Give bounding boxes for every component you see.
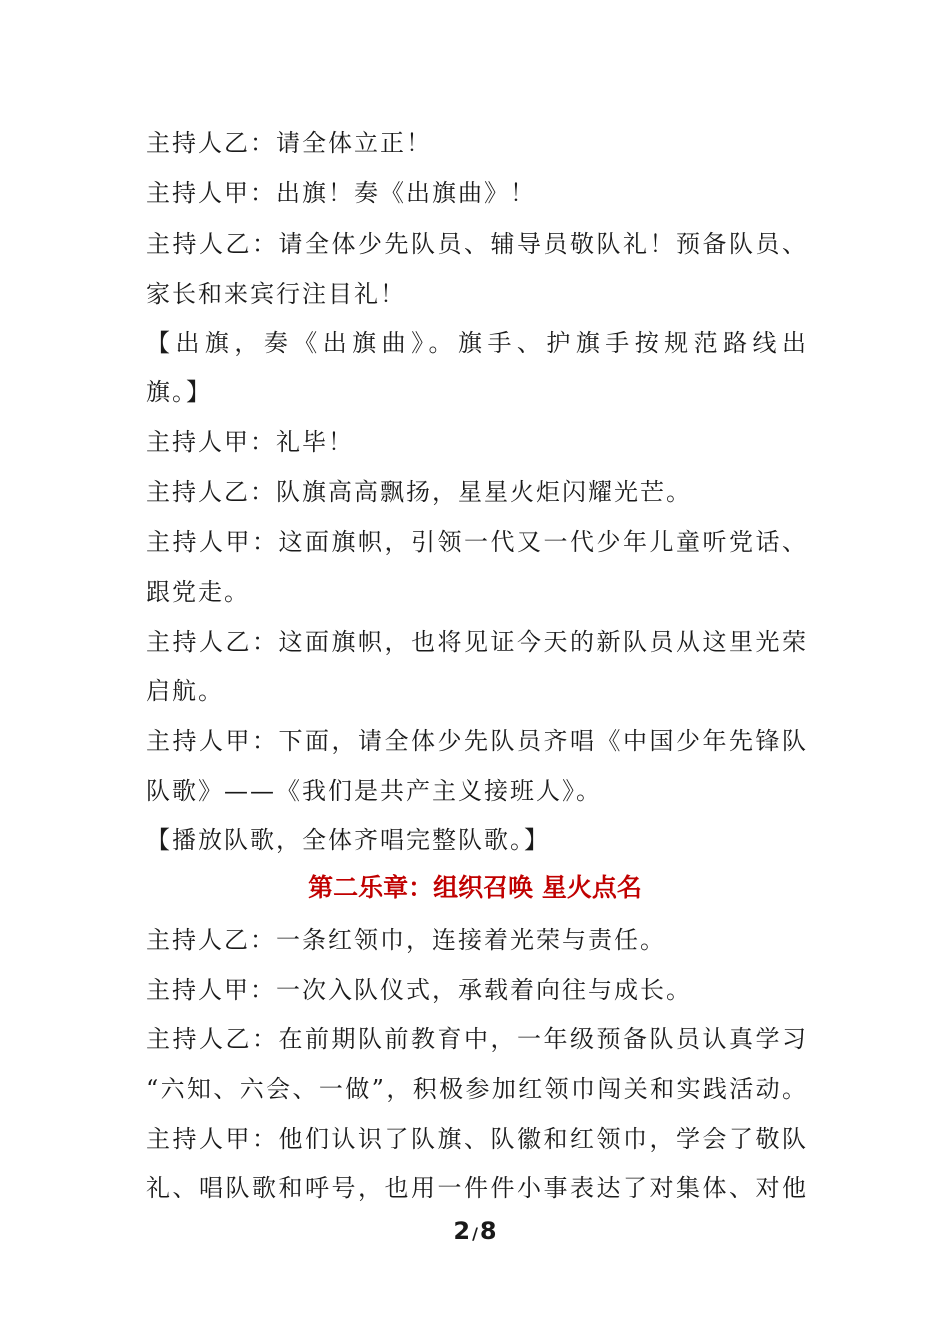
paragraph-line: 主持人乙：这面旗帜，也将见证今天的新队员从这里光荣 [146,628,806,656]
paragraph-line: 主持人乙：一条红领巾，连接着光荣与责任。 [146,926,666,954]
paragraph-line: 主持人甲：这面旗帜，引领一代又一代少年儿童听党话、 [146,528,806,556]
page-number-separator: / [472,1224,478,1243]
paragraph-line: 旗。】 [146,378,212,406]
paragraph-line: 主持人乙：请全体立正！ [146,129,432,157]
paragraph-line: 主持人甲：他们认识了队旗、队徽和红领巾，学会了敬队 [146,1125,806,1153]
page-number-total: 8 [479,1217,497,1245]
paragraph-line: 礼、唱队歌和呼号，也用一件件小事表达了对集体、对他 [146,1174,806,1202]
paragraph-line: 主持人甲：礼毕！ [146,428,354,456]
paragraph-line: 主持人乙：请全体少先队员、辅导员敬队礼！预备队员、 [146,230,806,258]
paragraph-line: 家长和来宾行注目礼！ [146,280,406,308]
paragraph-line: “六知、六会、一做”，积极参加红领巾闯关和实践活动。 [146,1075,806,1103]
paragraph-line: 主持人甲：出旗！奏《出旗曲》！ [146,179,536,207]
paragraph-line: 【播放队歌，全体齐唱完整队歌。】 [146,826,550,854]
paragraph-line: 队歌》——《我们是共产主义接班人》。 [146,777,602,805]
page-number [0,1216,950,1249]
paragraph-line: 主持人甲：下面，请全体少先队员齐唱《中国少年先锋队 [146,727,806,755]
paragraph-line: 【出旗，奏《出旗曲》。旗手、护旗手按规范路线出 [146,329,806,357]
page-number-current: 2 [453,1217,471,1245]
paragraph-line: 启航。 [146,677,224,705]
paragraph-line: 跟党走。 [146,578,250,606]
paragraph-line: 主持人甲：一次入队仪式，承载着向往与成长。 [146,976,692,1004]
section-heading: 第二乐章：组织召唤 星火点名 [308,873,642,902]
paragraph-line: 主持人乙：队旗高高飘扬，星星火炬闪耀光芒。 [146,478,692,506]
paragraph-line: 主持人乙：在前期队前教育中，一年级预备队员认真学习 [146,1025,806,1053]
